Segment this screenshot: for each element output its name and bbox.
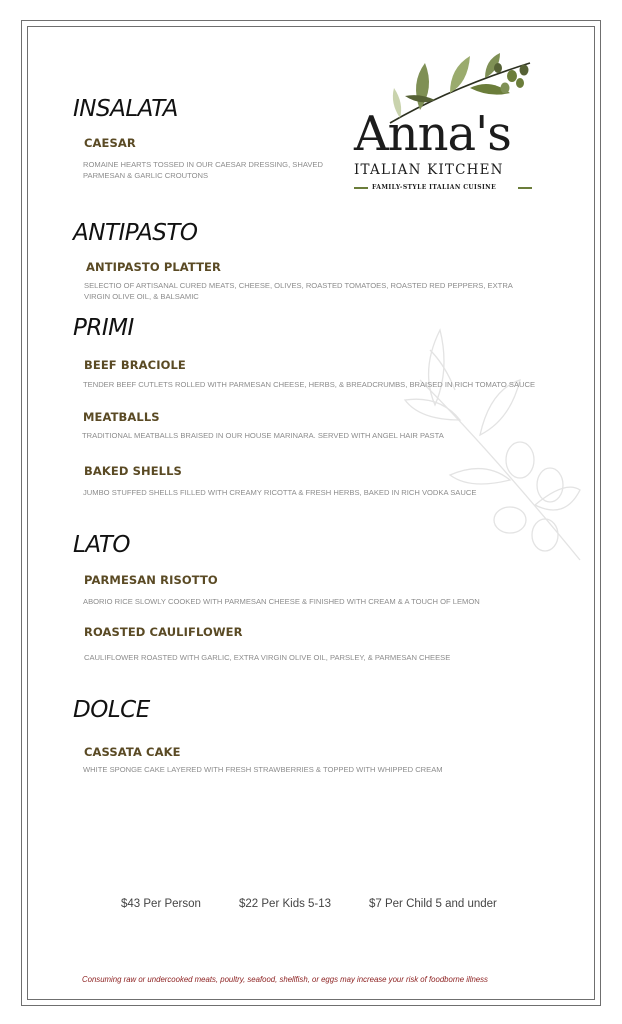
price-child: $7 Per Child 5 and under: [369, 898, 497, 910]
menu-item-description: ROMAINE HEARTS TOSSED IN OUR CAESAR DRESSING, SHAVED PARMESAN & GARLIC CROUTONS: [83, 160, 323, 180]
price-kids: $22 Per Kids 5-13: [239, 898, 332, 910]
menu-item-name: BEEF BRACIOLE: [84, 358, 186, 372]
menu-item-name: CAESAR: [84, 136, 136, 150]
menu-item-description: TENDER BEEF CUTLETS ROLLED WITH PARMESAN CHEESE, HERBS, & BREADCRUMBS, BRAISED IN RICH TOMATO SAUCE: [83, 380, 536, 389]
section-title-lato: LATO: [73, 532, 131, 558]
menu-item-name: CASSATA CAKE: [84, 745, 181, 759]
menu-item-description: TRADITIONAL MEATBALLS BRAISED IN OUR HOUSE MARINARA. SERVED WITH ANGEL HAIR PASTA: [82, 431, 444, 440]
section-title-primi: PRIMI: [73, 315, 134, 341]
food-safety-disclaimer: Consuming raw or undercooked meats, poultry, seafood, shellfish, or eggs may increase your risk of foodborne illness: [82, 975, 488, 984]
section-title-antipasto: ANTIPASTO: [73, 220, 198, 246]
logo-tagline: FAMILY-STYLE ITALIAN CUISINE: [372, 184, 497, 191]
menu-item-description: SELECTIO OF ARTISANAL CURED MEATS, CHEESE, OLIVES, ROASTED TOMATOES, ROASTED RED PEPPERS, EXTRA VIRGIN OLIVE OIL, & BALSAMIC: [84, 281, 513, 301]
menu-item-name: PARMESAN RISOTTO: [84, 573, 218, 587]
logo-subtitle: ITALIAN KITCHEN: [354, 162, 504, 178]
menu-item-description: CAULIFLOWER ROASTED WITH GARLIC, EXTRA VIRGIN OLIVE OIL, PARSLEY, & PARMESAN CHEESE: [84, 653, 451, 662]
menu-item-name: ROASTED CAULIFLOWER: [84, 625, 243, 639]
logo-rule-left: [354, 187, 368, 189]
menu-item-name: ANTIPASTO PLATTER: [86, 260, 221, 274]
price-adult: $43 Per Person: [121, 898, 201, 910]
menu-item-description: ABORIO RICE SLOWLY COOKED WITH PARMESAN CHEESE & FINISHED WITH CREAM & A TOUCH OF LEMON: [83, 597, 480, 606]
menu-item-name: BAKED SHELLS: [84, 464, 182, 478]
section-title-dolce: DOLCE: [73, 697, 150, 723]
menu-item-name: MEATBALLS: [83, 410, 160, 424]
menu-item-description: JUMBO STUFFED SHELLS FILLED WITH CREAMY RICOTTA & FRESH HERBS, BAKED IN RICH VODKA SAUCE: [83, 488, 477, 497]
menu-item-description: WHITE SPONGE CAKE LAYERED WITH FRESH STRAWBERRIES & TOPPED WITH WHIPPED CREAM: [83, 765, 443, 774]
logo-name: Anna's: [354, 106, 511, 162]
section-title-insalata: INSALATA: [73, 96, 178, 122]
logo-rule-right: [518, 187, 532, 189]
restaurant-logo: [340, 48, 550, 198]
